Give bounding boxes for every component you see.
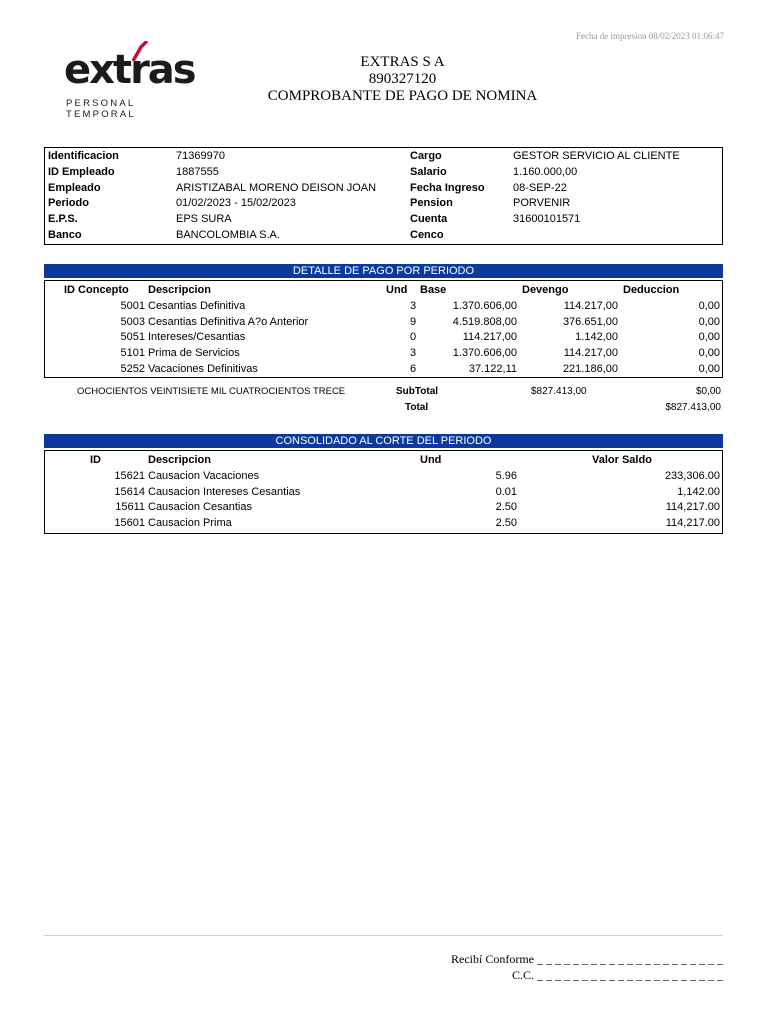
field-label: Salario [410, 166, 447, 178]
employee-row [45, 181, 722, 197]
cell-und: 0 [410, 331, 417, 343]
col-header: Base [420, 284, 447, 296]
cell-desc: Prima de Servicios [148, 347, 240, 359]
subtotal-devengo: $827.413,00 [531, 386, 587, 397]
cell-saldo: 233,306.00 [664, 470, 720, 482]
cell-desc: Causacion Vacaciones [148, 470, 260, 482]
cell-und: 6 [410, 363, 417, 375]
cell-id: 5051 [120, 331, 145, 343]
cell-deduccion: 0,00 [698, 316, 720, 328]
field-value: GESTOR SERVICIO AL CLIENTE [513, 150, 680, 162]
cell-deduccion: 0,00 [698, 331, 720, 343]
cell-base: 37.122,11 [468, 363, 517, 375]
detail-header-row [45, 283, 722, 299]
field-value: EPS SURA [176, 213, 232, 225]
field-label: Fecha Ingreso [410, 182, 485, 194]
cell-id: 15614 [114, 486, 145, 498]
cell-saldo: 114,217.00 [665, 501, 720, 513]
table-row [45, 516, 722, 532]
field-label: Empleado [48, 182, 101, 194]
cell-saldo: 1,142.00 [677, 486, 720, 498]
field-label: Cargo [410, 150, 442, 162]
table-row [45, 315, 722, 331]
col-header: Valor Saldo [592, 454, 652, 466]
col-header: ID [90, 454, 101, 466]
cell-devengo: 114.217,00 [563, 347, 618, 359]
field-label: Periodo [48, 197, 89, 209]
cell-devengo: 221.186,00 [562, 363, 618, 375]
cell-base: 1.370.606,00 [452, 300, 517, 312]
company-nit: 890327120 [368, 71, 437, 87]
table-row [45, 330, 722, 346]
field-value: 1.160.000,00 [513, 166, 578, 178]
cell-id: 15611 [115, 501, 145, 513]
employee-row [45, 165, 722, 181]
amount-in-words: OCHOCIENTOS VEINTISIETE MIL CUATROCIENTOS TRECE [77, 386, 346, 397]
detail-table [44, 280, 723, 378]
consolidated-table [44, 450, 723, 534]
cell-id: 5252 [120, 363, 145, 375]
subtotal-row [44, 384, 723, 399]
cell-und: 3 [410, 347, 417, 359]
col-header: ID Concepto [64, 284, 129, 296]
cell-desc: Causacion Intereses Cesantias [148, 486, 301, 498]
cell-base: 4.519.808,00 [452, 316, 517, 328]
consolidated-header-row [45, 453, 722, 469]
cell-id: 5001 [120, 300, 145, 312]
field-label: Cenco [410, 229, 444, 241]
employee-row [45, 212, 722, 228]
subtotal-label: SubTotal [396, 386, 439, 397]
document-title: COMPROBANTE DE PAGO DE NOMINA [267, 88, 538, 104]
field-label: E.P.S. [48, 213, 78, 225]
detail-section-title: DETALLE DE PAGO POR PERIODO [44, 264, 723, 278]
field-label: Identificacion [48, 150, 119, 162]
cell-und: 0.01 [495, 486, 517, 498]
cell-desc: Intereses/Cesantias [148, 331, 246, 343]
cell-desc: Vacaciones Definitivas [148, 363, 258, 375]
cell-id: 5101 [120, 347, 145, 359]
field-value: 31600101571 [513, 213, 581, 225]
field-value: 1887555 [176, 166, 219, 178]
cell-id: 15621 [114, 470, 145, 482]
logo-tagline: PERSONAL TEMPORAL [66, 98, 136, 120]
field-value: 71369970 [176, 150, 225, 162]
field-label: Cuenta [410, 213, 448, 225]
cell-id: 15601 [114, 517, 145, 529]
field-value: 08-SEP-22 [513, 182, 567, 194]
total-row [44, 400, 723, 415]
field-value: ARISTIZABAL MORENO DEISON JOAN [176, 182, 377, 194]
cell-desc: Causacion Prima [148, 517, 232, 529]
cell-und: 3 [410, 300, 417, 312]
cell-saldo: 114,217.00 [665, 517, 720, 529]
total-label: Total [405, 402, 429, 413]
logo-wordmark: extr as [64, 46, 195, 94]
cc-signature-line: C.C. _ _ _ _ _ _ _ _ _ _ _ _ _ _ _ _ _ _ _ _ _ [511, 968, 723, 982]
cell-devengo: 376.651,00 [562, 316, 618, 328]
col-header: Und [386, 284, 408, 296]
col-header: Deduccion [623, 284, 680, 296]
cell-und: 2.50 [495, 501, 517, 513]
cell-und: 9 [410, 316, 417, 328]
table-row [45, 299, 722, 315]
employee-row [45, 196, 722, 212]
cell-und: 2.50 [495, 517, 517, 529]
table-row [45, 362, 722, 378]
table-row [45, 469, 722, 485]
col-header: Devengo [522, 284, 569, 296]
received-signature-line: Recibí Conforme _ _ _ _ _ _ _ _ _ _ _ _ _ _ _ _ _ _ _ _ _ [451, 952, 723, 966]
employee-row [45, 149, 722, 165]
employee-info-box [44, 147, 723, 245]
cell-devengo: 114.217,00 [563, 300, 618, 312]
footer-divider [44, 935, 723, 936]
table-row [45, 485, 722, 501]
field-label: Pension [410, 197, 453, 209]
field-label: Banco [48, 229, 82, 241]
cell-und: 5.96 [495, 470, 517, 482]
cell-id: 5003 [120, 316, 145, 328]
subtotal-deduccion: $0,00 [695, 386, 721, 397]
employee-row [45, 228, 722, 244]
table-row [45, 346, 722, 362]
cell-deduccion: 0,00 [698, 363, 720, 375]
cell-devengo: 1.142,00 [575, 331, 618, 343]
cell-base: 114.217,00 [462, 331, 517, 343]
col-header: Descripcion [148, 454, 211, 466]
total-value: $827.413,00 [665, 402, 721, 413]
cell-desc: Causacion Cesantias [148, 501, 252, 513]
col-header: Descripcion [148, 284, 211, 296]
field-value: BANCOLOMBIA S.A. [176, 229, 280, 241]
cell-base: 1.370.606,00 [452, 347, 517, 359]
field-value: PORVENIR [513, 197, 571, 209]
cell-desc: Cesantias Definitiva A?o Anterior [148, 316, 309, 328]
cell-deduccion: 0,00 [698, 347, 720, 359]
col-header: Und [420, 454, 442, 466]
consolidated-section-title: CONSOLIDADO AL CORTE DEL PERIODO [44, 434, 723, 448]
cell-deduccion: 0,00 [698, 300, 720, 312]
cell-desc: Cesantias Definitiva [148, 300, 246, 312]
field-label: ID Empleado [48, 166, 115, 178]
document-header [0, 54, 768, 105]
field-value: 01/02/2023 - 15/02/2023 [176, 197, 296, 209]
company-name: EXTRAS S A [360, 54, 445, 70]
table-row [45, 500, 722, 516]
print-date: Fecha de impresion 08/02/2023 01:06:47 [576, 31, 724, 41]
